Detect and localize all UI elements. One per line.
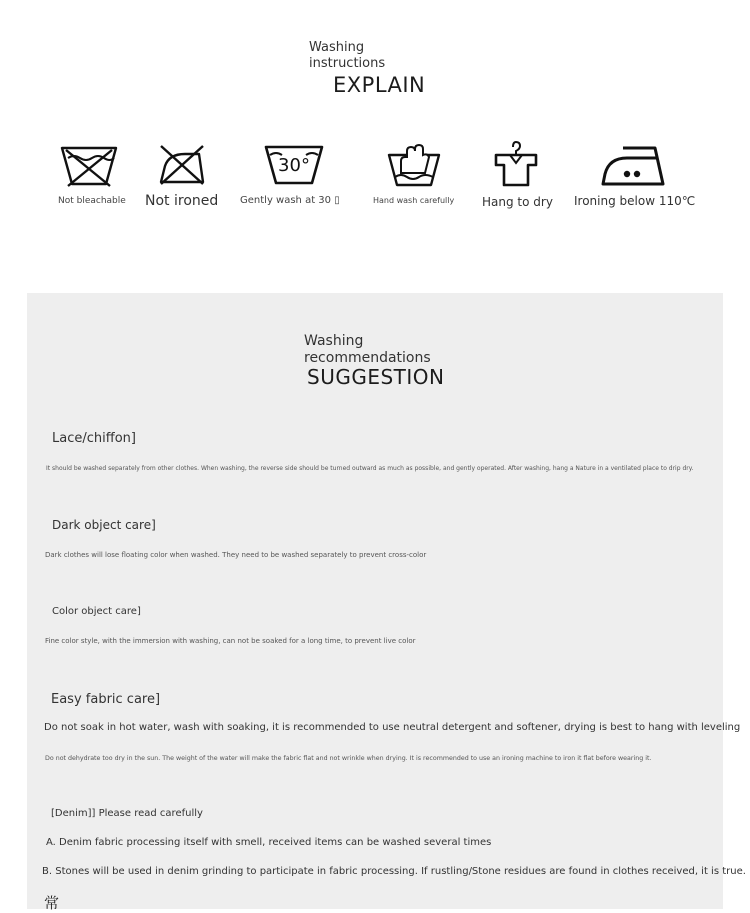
explain-title: EXPLAIN — [333, 73, 426, 97]
section-title-easy-fabric: Easy fabric care] — [51, 692, 161, 707]
wash-30-icon — [264, 143, 324, 187]
wash-temp-badge: 30° — [278, 155, 310, 176]
section-text-denim-a: A. Denim fabric processing itself with smell, received items can be washed several times — [46, 837, 492, 848]
icon-label-no-iron: Not ironed — [145, 193, 219, 209]
section-text-color: Fine color style, with the immersion with washing, can not be soaked for a long time, to prevent live color — [45, 637, 416, 645]
icon-label-wash-30: Gently wash at 30 ▯ — [240, 195, 340, 206]
suggestion-subtitle-line2: recommendations — [304, 350, 431, 366]
explain-subtitle-line1: Washing — [309, 40, 365, 55]
section-text-denim-b: B. Stones will be used in denim grinding to participate in fabric processing. If rustling/Stone residues are found in clothes received, it is true. — [42, 866, 746, 877]
section-title-dark: Dark object care] — [52, 518, 156, 532]
section-title-color: Color object care] — [52, 606, 141, 617]
icon-label-hang-dry: Hang to dry — [482, 195, 553, 209]
icon-label-hand-wash: Hand wash carefully — [373, 196, 455, 205]
section-text-easy-fabric-1: Do not soak in hot water, wash with soaking, it is recommended to use neutral detergent and softener, drying is best to hang with leveling — [44, 722, 741, 733]
icon-label-iron-low: Ironing below 110℃ — [574, 194, 696, 208]
icon-label-no-bleach: Not bleachable — [58, 196, 126, 206]
no-iron-icon — [155, 144, 207, 186]
suggestion-title: SUGGESTION — [307, 365, 445, 389]
section-text-lace: It should be washed separately from other clothes. When washing, the reverse side should be turned outward as much as possible, and gently operated. After washing, hang a Nature in a ventilated place to drip dry. — [46, 465, 694, 472]
hand-wash-icon — [387, 143, 441, 187]
section-title-denim: [Denim]] Please read carefully — [51, 808, 203, 819]
iron-low-icon — [601, 144, 665, 188]
hang-dry-icon — [494, 141, 538, 187]
section-title-lace: Lace/chiffon] — [52, 431, 136, 446]
suggestion-subtitle-line1: Washing — [304, 333, 364, 349]
section-text-easy-fabric-2: Do not dehydrate too dry in the sun. The weight of the water will make the fabric flat and not wrinkle when drying. It is recommended to use an ironing machine to iron it flat before wearing it. — [45, 755, 652, 762]
section-text-denim-c: 常 — [44, 894, 60, 912]
no-bleach-icon — [60, 144, 118, 188]
explain-subtitle-line2: instructions — [309, 56, 386, 71]
section-text-dark: Dark clothes will lose floating color when washed. They need to be washed separately to prevent cross-color — [45, 551, 427, 559]
